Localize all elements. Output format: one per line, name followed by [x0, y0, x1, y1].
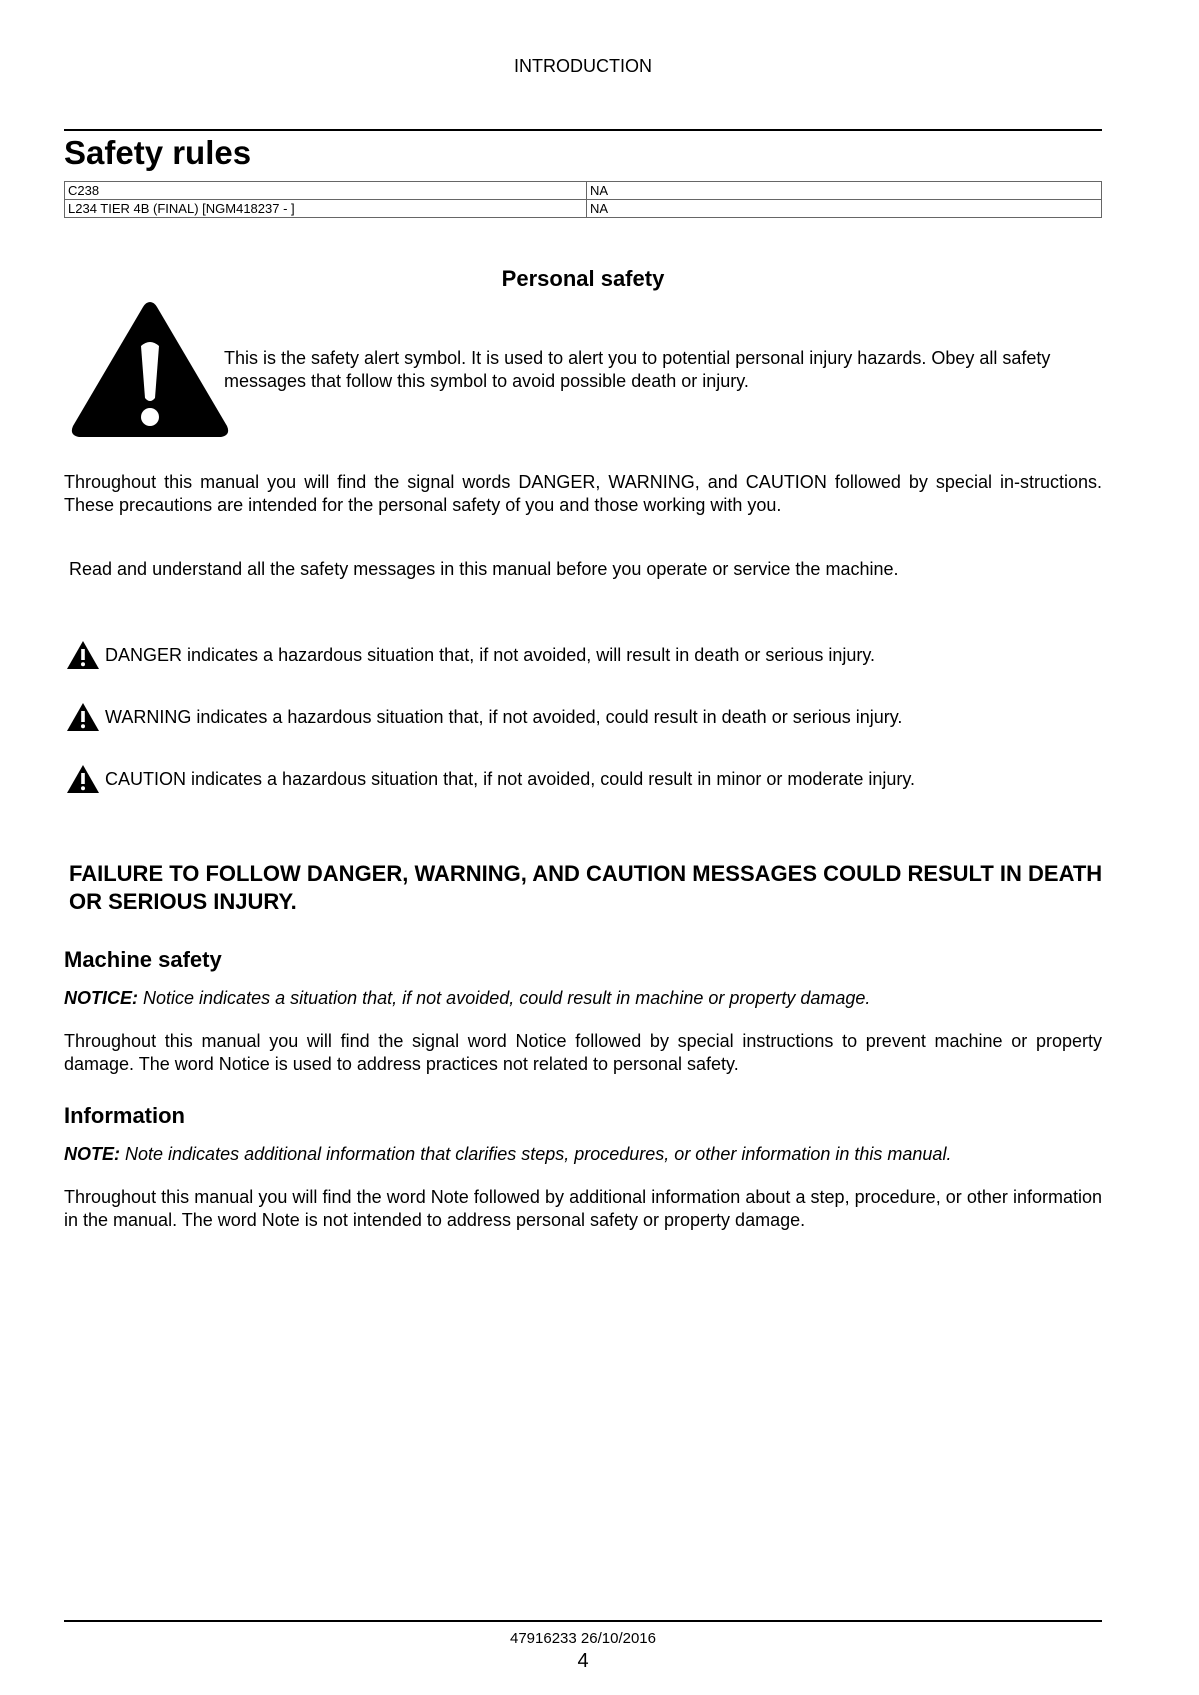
personal-safety-title: Personal safety — [501, 266, 665, 291]
machine-safety-title: Machine safety — [64, 947, 222, 972]
information-title: Information — [64, 1103, 185, 1128]
running-header: INTRODUCTION — [514, 56, 652, 76]
document-id: 47916233 26/10/2016 — [510, 1630, 656, 1647]
signal-words-paragraph: Throughout this manual you will find the signal words DANGER, WARNING, and CAUTION followed by special in-structions. These precautions are intended for the personal safety of you and those working with you. — [64, 472, 1102, 515]
page-number: 4 — [577, 1650, 589, 1672]
note-statement — [64, 1143, 1102, 1166]
alert-symbol-description: This is the safety alert symbol. It is used to alert you to potential personal injury hazards. Obey all safety messages that follow this symbol to avoid possible death or injury. — [224, 348, 1051, 391]
failure-warning-statement: FAILURE TO FOLLOW DANGER, WARNING, AND CAUTION MESSAGES COULD RESULT IN DEATH OR SERIOUS INJURY. — [69, 861, 1103, 914]
table-cell-model: L234 TIER 4B (FINAL) [NGM418237 - ] — [65, 200, 587, 218]
table-row — [65, 182, 1102, 200]
note-body-paragraph: Throughout this manual you will find the word Note followed by additional information about a step, procedure, or other information in the manual. The word Note is not intended to address personal safety or property damage. — [64, 1187, 1102, 1230]
footer-divider — [64, 1620, 1102, 1622]
table-cell-model: C238 — [65, 182, 587, 200]
danger-signal-text: DANGER indicates a hazardous situation that, if not avoided, will result in death or serious injury. — [105, 644, 876, 665]
warning-triangle-icon — [66, 640, 100, 670]
note-label: NOTE: — [64, 1144, 120, 1164]
notice-body-paragraph: Throughout this manual you will find the signal word Notice followed by special instructions to prevent machine or property damage. The word Notice is used to address practices not related to personal safety. — [64, 1031, 1102, 1074]
warning-signal-row — [66, 702, 902, 732]
note-text: Note indicates additional information that clarifies steps, procedures, or other information in this manual. — [125, 1144, 952, 1164]
header-divider — [64, 129, 1102, 131]
danger-signal-row — [66, 640, 875, 670]
read-messages-paragraph: Read and understand all the safety messages in this manual before you operate or service the machine. — [69, 559, 899, 579]
table-row — [65, 200, 1102, 218]
page-title: Safety rules — [64, 134, 252, 171]
caution-signal-text: CAUTION indicates a hazardous situation that, if not avoided, could result in minor or moderate injury. — [105, 768, 916, 789]
safety-alert-symbol-icon — [68, 298, 233, 443]
table-cell-value: NA — [587, 182, 1102, 200]
warning-triangle-icon — [66, 702, 100, 732]
notice-statement — [64, 987, 1102, 1010]
applicability-table — [64, 181, 1102, 218]
caution-signal-row — [66, 764, 915, 794]
warning-triangle-icon — [66, 764, 100, 794]
table-cell-value: NA — [587, 200, 1102, 218]
warning-signal-text: WARNING indicates a hazardous situation that, if not avoided, could result in death or serious injury. — [105, 706, 903, 727]
notice-label: NOTICE: — [64, 988, 138, 1008]
notice-text: Notice indicates a situation that, if not avoided, could result in machine or property damage. — [143, 988, 871, 1008]
